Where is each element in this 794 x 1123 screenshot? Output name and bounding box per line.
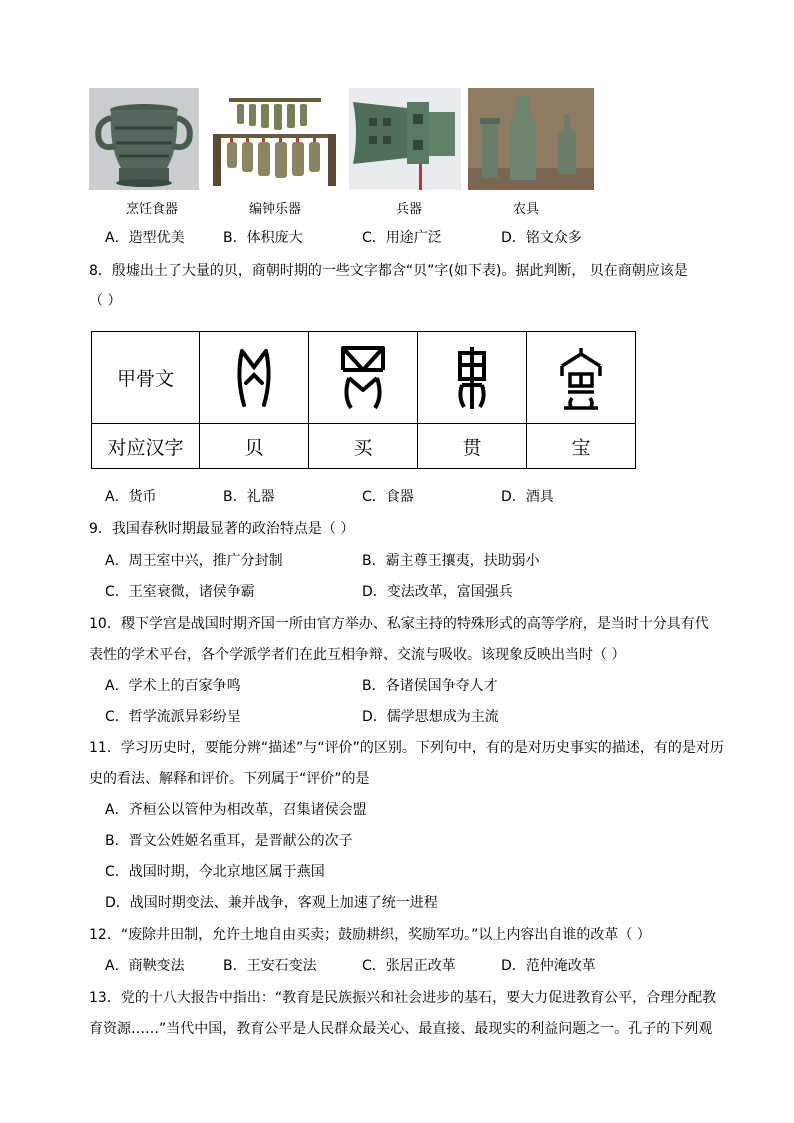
char-cell: 贝	[200, 424, 309, 469]
q12-option-a: A．商鞅变法	[105, 958, 185, 974]
q10-stem-cont: 表性的学术平台，各个学派学者们在此互相争辩、交流与吸收。该现象反映出当时（ ）	[89, 647, 626, 663]
q13-stem-cont: 育资源……”当代中国，教育公平是人民群众最关心、最直接、最现实的利益问题之一。孔子的下列观	[89, 1021, 713, 1037]
q8-stem-cont: （ ）	[89, 293, 122, 309]
image-caption: 农具	[512, 202, 539, 217]
oracle-glyph-bao	[527, 332, 636, 424]
q12-option-c: C．张居正改革	[362, 958, 456, 974]
oracle-glyph-bei	[200, 332, 309, 424]
q11-option-b: B．晋文公姓姬名重耳，是晋献公的次子	[105, 833, 353, 849]
image-caption: 兵器	[395, 202, 422, 217]
bronze-axe-icon	[349, 88, 461, 190]
bronze-bells-icon	[209, 94, 340, 190]
q9-stem: 9．我国春秋时期最显著的政治特点是（ ）	[89, 521, 355, 537]
bronze-vessel-image	[89, 88, 199, 190]
q9-option-c: C．王室衰微，诸侯争霸	[105, 584, 255, 600]
q12-option-b: B．王安石变法	[223, 958, 317, 974]
q13-stem: 13．党的十八大报告中指出：“教育是民族振兴和社会进步的基石，要大力促进教育公平，合理分配教	[89, 990, 717, 1006]
q11-option-c: C．战国时期，今北京地区属于燕国	[105, 864, 325, 880]
q8-option-d: D．酒具	[501, 489, 554, 505]
q9-option-a: A．周王室中兴，推广分封制	[105, 553, 283, 569]
row-header-chars: 对应汉字	[92, 424, 200, 469]
q11-stem-cont: 史的看法、解释和评价。下列属于“评价”的是	[89, 771, 370, 787]
bronze-vessel-icon	[89, 88, 199, 190]
image-caption: 编钟乐器	[248, 202, 301, 217]
oracle-glyph-mai	[309, 332, 418, 424]
q11-option-a: A．齐桓公以管仲为相改革，召集诸侯会盟	[105, 802, 367, 818]
bronze-axe-image	[349, 88, 461, 190]
image-caption: 烹饪食器	[125, 202, 178, 217]
q9-option-b: B．霸主尊王攘夷，扶助弱小	[362, 553, 540, 569]
char-cell: 买	[309, 424, 418, 469]
bronze-bells-image	[209, 94, 340, 190]
row-header-oracle: 甲骨文	[92, 332, 200, 424]
bronze-tools-icon	[468, 88, 594, 190]
oracle-mai-icon	[337, 344, 389, 412]
q8-option-b: B．礼器	[223, 489, 275, 505]
q11-option-d: D．战国时期变法、兼并战争，客观上加速了统一进程	[105, 895, 438, 911]
q10-option-b: B．各诸侯国争夺人才	[362, 678, 498, 694]
q12-stem: 12．“废除井田制，允许土地自由买卖；鼓励耕织，奖励军功。”以上内容出自谁的改革（ ）	[89, 927, 651, 943]
q8-stem: 8．殷墟出土了大量的贝，商朝时期的一些文字都含“贝”字(如下表)。据此判断， 贝在商朝应该是	[89, 263, 688, 279]
q7-option-a: A．造型优美	[105, 230, 185, 246]
oracle-bone-table	[91, 331, 636, 469]
q8-option-c: C．食器	[362, 489, 414, 505]
bronze-tools-image	[468, 88, 594, 190]
q8-option-a: A．货币	[105, 489, 157, 505]
oracle-glyph-guan	[418, 332, 527, 424]
char-cell: 宝	[527, 424, 636, 469]
q7-option-d: D．铭文众多	[501, 230, 582, 246]
q10-stem: 10．稷下学宫是战国时期齐国一所由官方举办、私家主持的特殊形式的高等学府，是当时十分具有代	[89, 616, 709, 632]
char-cell: 贯	[418, 424, 527, 469]
q10-option-d: D．儒学思想成为主流	[362, 709, 499, 725]
q10-option-a: A．学术上的百家争鸣	[105, 678, 241, 694]
q11-stem: 11．学习历史时，要能分辨“描述”与“评价”的区别。下列句中，有的是对历史事实的描述，有的是对历	[89, 740, 724, 756]
q9-option-d: D．变法改革，富国强兵	[362, 584, 513, 600]
q7-option-c: C．用途广泛	[362, 230, 442, 246]
oracle-bao-icon	[558, 346, 604, 410]
q12-option-d: D．范仲淹改革	[501, 958, 596, 974]
oracle-guan-icon	[454, 345, 490, 411]
q7-option-b: B．体积庞大	[223, 230, 303, 246]
oracle-bei-icon	[234, 347, 274, 409]
q10-option-c: C．哲学流派异彩纷呈	[105, 709, 241, 725]
